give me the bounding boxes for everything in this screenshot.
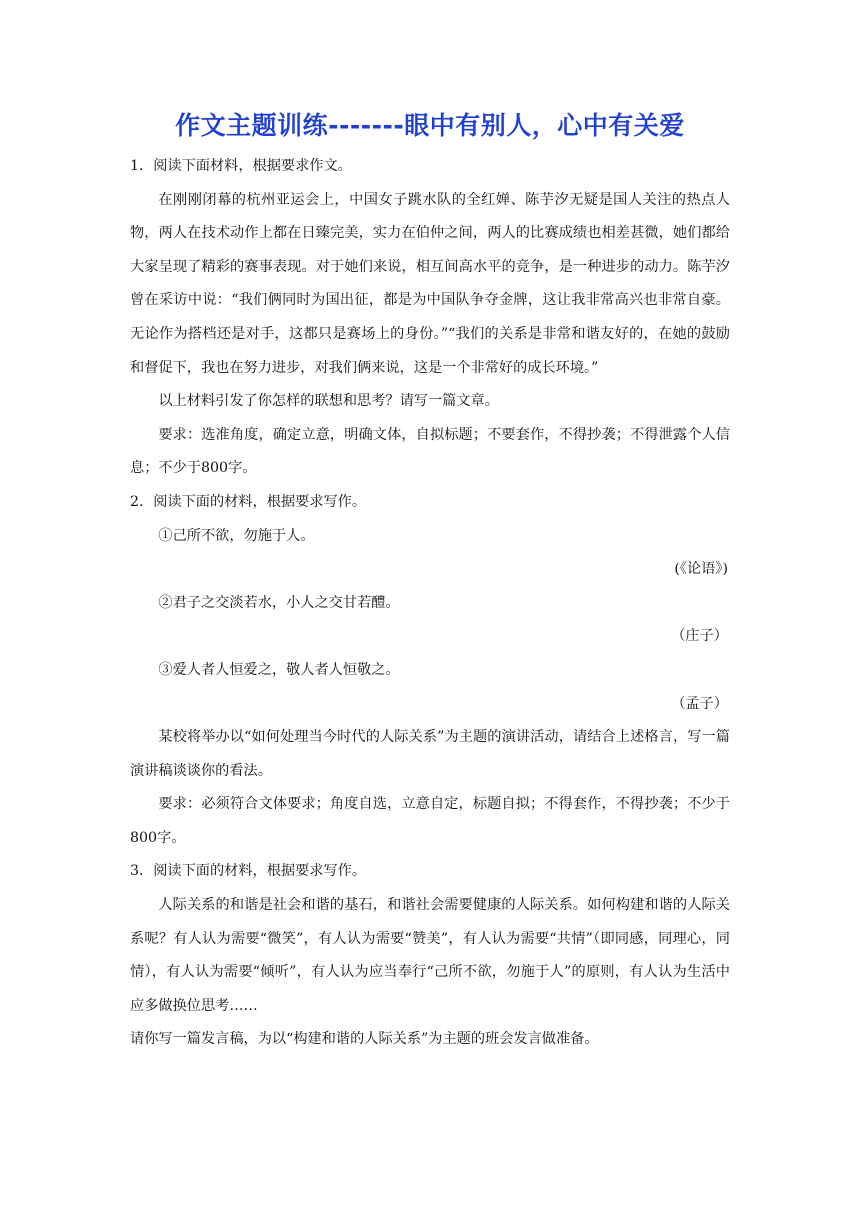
question-1: [130, 150, 730, 486]
question-3-prompt: 请你写一篇发言稿，为以“构建和谐的人际关系”为主题的班会发言做准备。: [130, 1031, 599, 1048]
question-1-requirements: 要求：选准角度，确定立意，明确文体，自拟标题；不要套作，不得抄袭；不得泄露个人信息；不少于800字。: [130, 426, 730, 477]
quote-source: (《论语》): [674, 561, 728, 578]
question-2-prompt: 某校将举办以“如何处理当今时代的人际关系”为主题的演讲活动，请结合上述格言，写一篇演讲稿谈谈你的看法。: [130, 729, 730, 779]
quote-text: ②君子之交淡若水，小人之交甘若醴。: [158, 594, 400, 611]
document-title: 作文主题训练-------眼中有别人，心中有关爱: [175, 111, 685, 140]
question-3-heading: 3．阅读下面的材料，根据要求写作。: [130, 863, 367, 880]
question-2-heading: 2．阅读下面的材料，根据要求写作。: [130, 493, 367, 510]
question-2: [130, 486, 730, 856]
question-1-heading: 1．阅读下面材料，根据要求作文。: [130, 158, 352, 174]
quote-source: （孟子）: [671, 695, 728, 712]
question-3: [130, 855, 730, 1057]
question-3-material: 人际关系的和谐是社会和谐的基石，和谐社会需要健康的人际关系。如何构建和谐的人际关系呢？有人认为需要“微笑”，有人认为需要“赞美”，有人认为需要“共情”（即同感，同理心，同情），有人认为需要“倾听”，有人认为应当奉行“己所不欲，勿施于人”的原则，有人认为生活中应多做换位思考……: [130, 897, 730, 1014]
quote-text: ①己所不欲，勿施于人。: [158, 527, 315, 544]
question-2-requirements: 要求：必须符合文体要求；角度自选，立意自定，标题自拟；不得套作，不得抄袭；不少于800字。: [130, 796, 730, 846]
question-1-prompt: 以上材料引发了你怎样的联想和思考？请写一篇文章。: [158, 393, 499, 410]
document-page: [130, 106, 730, 1057]
quote-source: （庄子）: [671, 628, 728, 645]
question-1-material: 在刚刚闭幕的杭州亚运会上，中国女子跳水队的全红婵、陈芋汐无疑是国人关注的热点人物，两人在技术动作上都在日臻完美，实力在伯仲之间，两人的比赛成绩也相差甚微，她们都给大家呈现了精彩的赛事表现。对于她们来说，相互间高水平的竞争，是一种进步的动力。陈芋汐曾在采访中说：“我们俩同时为国出征，都是为中国队争夺金牌，这让我非常高兴也非常自豪。无论作为搭档还是对手，这都只是赛场上的身份。”“我们的关系是非常和谐友好的，在她的鼓励和督促下，我也在努力进步，对我们俩来说，这是一个非常好的成长环境。”: [130, 191, 730, 376]
quote-text: ③爱人者人恒爱之，敬人者人恒敬之。: [158, 661, 400, 678]
